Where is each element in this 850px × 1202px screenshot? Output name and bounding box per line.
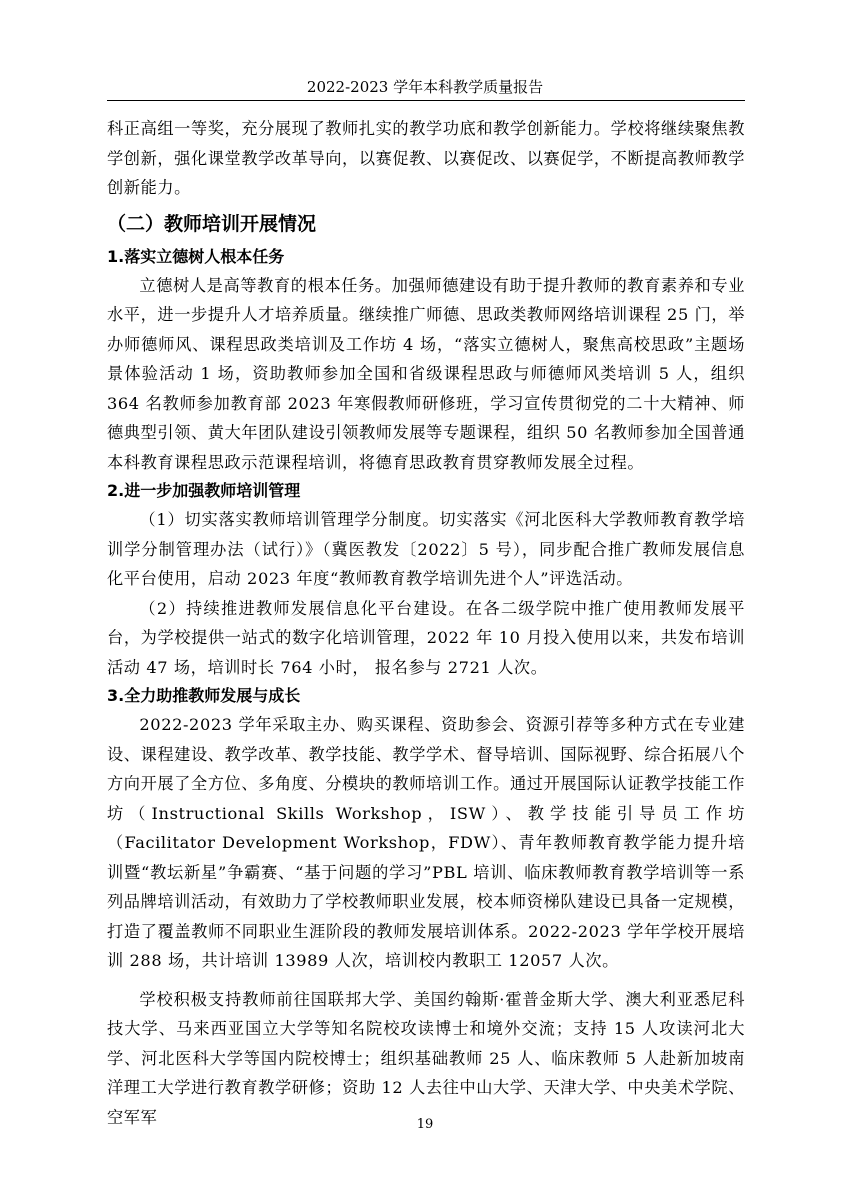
page-number: 19	[416, 1117, 434, 1132]
section-heading-teacher-training: （二）教师培训开展情况	[107, 212, 317, 235]
subsection-heading-3: 3.全力助推教师发展与成长	[107, 686, 301, 705]
subsection-heading-2: 2.进一步加强教师培训管理	[107, 481, 301, 500]
paragraph-training-programs: 2022-2023 学年采取主办、购买课程、资助参会、资源引荐等多种方式在专业建设、课程建设、教学改革、教学技能、教学学术、督导培训、国际视野、综合拓展八个方向开展了全方位、多角度、分模块的教师培训工作。通过开展国际认证教学技能工作坊（Instructional Skills Workshop，ISW）、教学技能引导员工作坊（Facilitator Development Workshop，FDW）、青年教师教育教学能力提升培训暨“教坛新星”争霸赛、“基于问题的学习”PBL 培训、临床教师教育教学培训等一系列品牌培训活动，有效助力了学校教师职业发展，校本师资梯队建设已具备一定规模，打造了覆盖教师不同职业生涯阶段的教师发展培训体系。2022-2023 学年学校开展培训 288 场，共计培训 13989 人次，培训校内教职工 12057 人次。	[107, 715, 745, 970]
paragraph-continued: 科正高组一等奖，充分展现了教师扎实的教学功底和教学创新能力。学校将继续聚焦教学创新，强化课堂教学改革导向，以赛促教、以赛促改、以赛促学，不断提高教师教学创新能力。	[107, 119, 745, 197]
paragraph-moral-education: 立德树人是高等教育的根本任务。加强师德建设有助于提升教师的教育素养和专业水平，进一步提升人才培养质量。继续推广师德、思政类教师网络培训课程 25 门，举办师德师风、课程思政类培训及工作坊 4 场，“落实立德树人，聚焦高校思政”主题场景体验活动 1 场，资助教师参加全国和省级课程思政与师德师风类培训 5 人，组织 364 名教师参加教育部 2023 年寒假教师研修班，学习宣传贯彻党的二十大精神、师德典型引领、黄大年团队建设引领教师发展等专题课程，组织 50 名教师参加全国普通本科教育课程思政示范课程培训，将德育思政教育贯穿教师发展全过程。	[107, 275, 745, 472]
header-divider	[107, 100, 745, 101]
paragraph-overseas-study: 学校积极支持教师前往国联邦大学、美国约翰斯·霍普金斯大学、澳大利亚悉尼科技大学、马来西亚国立大学等知名院校攻读博士和境外交流；支持 15 人攻读河北大学、河北医科大学等国内院校博士；组织基础教师 25 人、临床教师 5 人赴新加坡南洋理工大学进行教育教学研修；资助 12 人去往中山大学、天津大学、中央美术学院、空军军	[107, 989, 745, 1127]
page-header-title: 2022-2023 学年本科教学质量报告	[306, 78, 544, 96]
paragraph-credit-system: （1）切实落实教师培训管理学分制度。切实落实《河北医科大学教师教育教学培训学分制管理办法（试行）》（冀医教发〔2022〕5 号），同步配合推广教师发展信息化平台使用，启动 2023 年度“教师教育教学培训先进个人”评选活动。	[107, 510, 745, 588]
subsection-heading-1: 1.落实立德树人根本任务	[107, 246, 285, 266]
document-body	[107, 114, 745, 1132]
paragraph-info-platform: （2）持续推进教师发展信息化平台建设。在各二级学院中推广使用教师发展平台，为学校提供一站式的数字化培训管理，2022 年 10 月投入使用以来，共发布培训活动 47 场，培训时长 764 小时， 报名参与 2721 人次。	[107, 598, 745, 677]
